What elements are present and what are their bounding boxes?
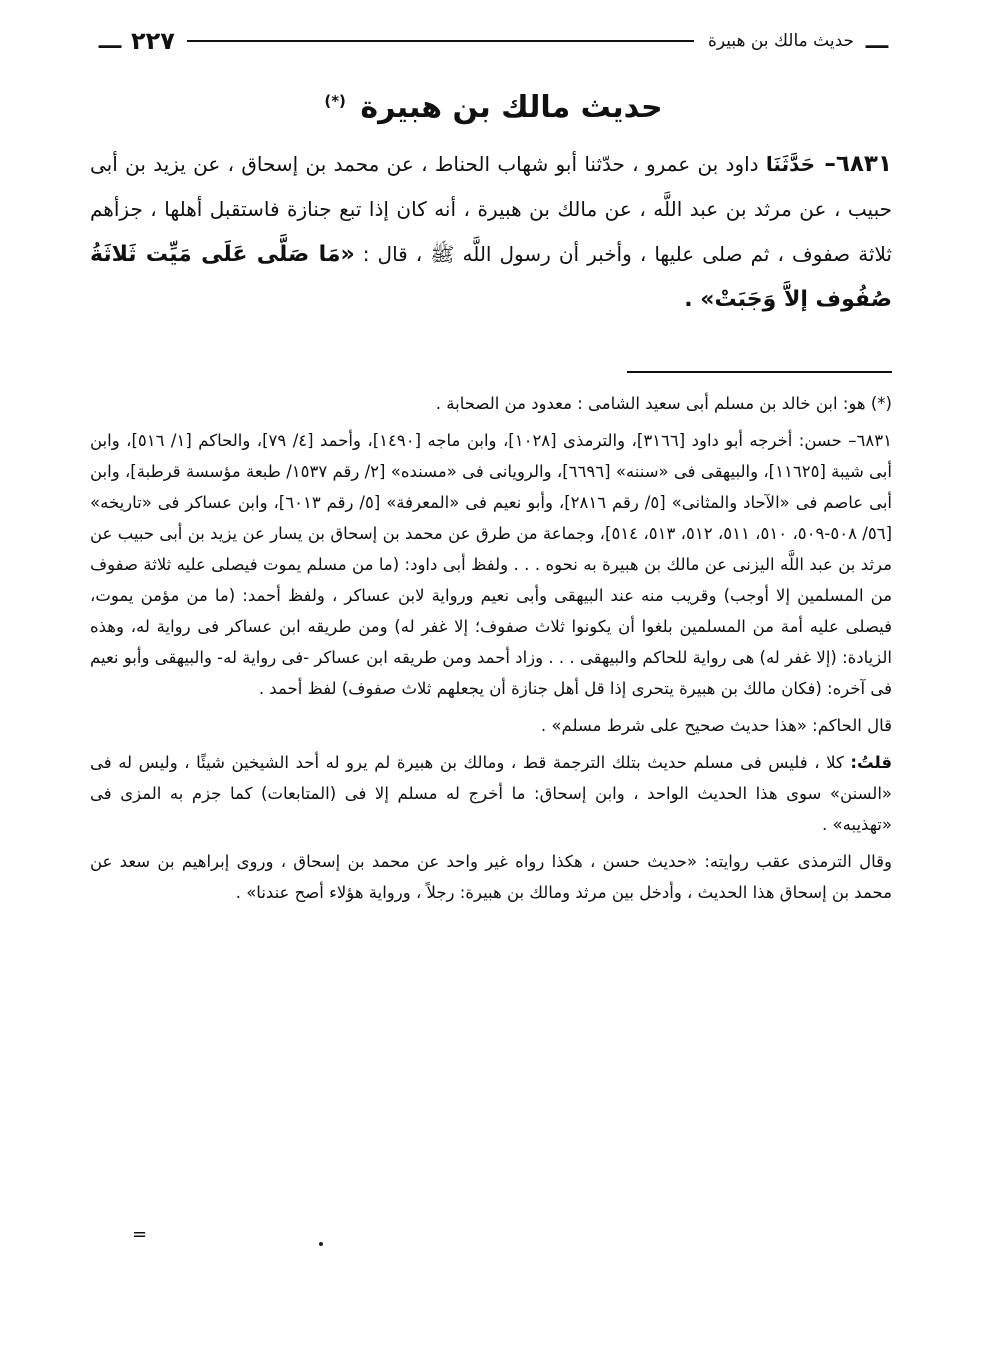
footnote-hakim: قال الحاكم: «هذا حديث صحيح على شرط مسلم» . xyxy=(540,716,892,735)
footnote-takhrij: ٦٨٣١– حسن: أخرجه أبو داود [٣١٦٦]، والترمذى [١٠٢٨]، وابن ماجه [١٤٩٠]، وأحمد [٤/ ٧٩]، والحاكم [١/ ٥١٦]، وابن أبى شيبة [١١٦٢٥]، والبيهقى فى «سننه» [٦٦٩٦]، والرويانى فى «مسنده» [٢/ رقم ١٥٣٧/ طبعة مؤسسة قرطبة]، وابن أبى عاصم فى «الآحاد والمثانى» [٥/ رقم ٢٨١٦]، وأبو نعيم فى «المعرفة» [٥/ رقم ٦٠١٣]، وابن عساكر فى «تاريخه» [٥٦/ ٥٠٨-٥٠٩، ٥١٠، ٥١١، ٥١٢، ٥١٣، ٥١٤]، وجماعة من طرق عن محمد بن إسحاق بن يسار عن يزيد بن أبى حبيب عن مرثد بن عبد اللَّه اليزنى عن مالك بن هبيرة به نحوه . . . ولفظ أبى داود: (ما من مسلم يموت فيصلى عليه ثلاثة صفوف من المسلمين إلا أوجب) وقريب منه عند البيهقى وأبى نعيم ورواية لابن عساكر ، ولفظ أحمد: (ما من مؤمن يموت، فيصلى عليه أمة من المسلمين بلغوا أن يكونوا ثلاث صفوف؛ إلا غفر له) ومن طريقه ابن عساكر فى رواية له، وهذه الزيادة: (إلا غفر له) هى رواية للحاكم والبيهقى . . . وزاد أحمد ومن طريقه ابن عساكر -فى رواية له- والبيهقى وأبو نعيم فى آخره: (فكان مالك بن هبيرة يتحرى إذا قل أهل جنازة أن يجعلهم ثلاث صفوف) لفظ أحمد . xyxy=(90,431,893,698)
footnote-marker: (*) xyxy=(324,92,346,110)
page-number: ٢٢٧ xyxy=(131,27,175,55)
chapter-title-text: حديث مالك بن هبيرة xyxy=(360,90,663,125)
footnote-tirmidhi: وقال الترمذى عقب روايته: «حديث حسن ، هكذا رواه غير واحد عن محمد بن إسحاق ، وروى إبراهيم بن سعد عن محمد بن إسحاق هذا الحديث ، وأدخل بين مرثد ومالك بن هبيرة: رجلاً ، ورواية هؤلاء أصح عندنا» . xyxy=(90,852,892,902)
hadith-number: ٦٨٣١– xyxy=(824,151,893,177)
chapter-title xyxy=(95,76,892,126)
qultu-head: قلتُ: xyxy=(850,753,892,772)
hadith-verb: حَدَّثَنَا xyxy=(765,152,816,176)
header-dash-right: ـــ xyxy=(865,28,889,54)
footnotes xyxy=(90,388,892,914)
hadith-isnad: داود بن عمرو ، حدّثنا أبو شهاب الحناط ، عن محمد بن إسحاق ، عن يزيد بن أبى حبيب ، عن مرثد بن عبد اللَّه ، عن مالك بن هبيرة ، أنه كان إذا تبع جنازة فاستقبل أهلها ، جزأهم ثلاثة صفوف ، ثم صلى عليها ، وأخبر أن رسول اللَّه ﷺ ، قال : xyxy=(90,152,892,266)
footnote-qultu xyxy=(90,747,892,840)
running-header xyxy=(95,26,892,56)
print-speck xyxy=(319,1242,323,1246)
hadith-text xyxy=(90,142,892,322)
header-rule xyxy=(187,40,694,42)
footnote-star: (*) هو: ابن خالد بن مسلم أبى سعيد الشامى : معدود من الصحابة . xyxy=(435,394,892,413)
footnote-separator xyxy=(627,371,892,373)
qultu-body: كلا ، فليس فى مسلم حديث بتلك الترجمة قط ، ومالك بن هبيرة لم يرو له أحد الشيخين شيئًا ، وليس له فى «السنن» سوى هذا الحديث الواحد ، وابن إسحاق: ما أخرج له مسلم إلا فى (المتابعات) كما جزم به المزى فى «تهذيبه» . xyxy=(90,753,892,834)
header-dash-left: ـــ xyxy=(98,28,122,54)
running-title: حديث مالك بن هبيرة xyxy=(707,31,854,51)
continuation-mark: = xyxy=(132,1224,148,1245)
hadith-matn: «مَا صَلَّى عَلَى مَيِّت ثَلاثَةُ صُفُوف إلاَّ وَجَبَتْ» . xyxy=(90,242,892,312)
